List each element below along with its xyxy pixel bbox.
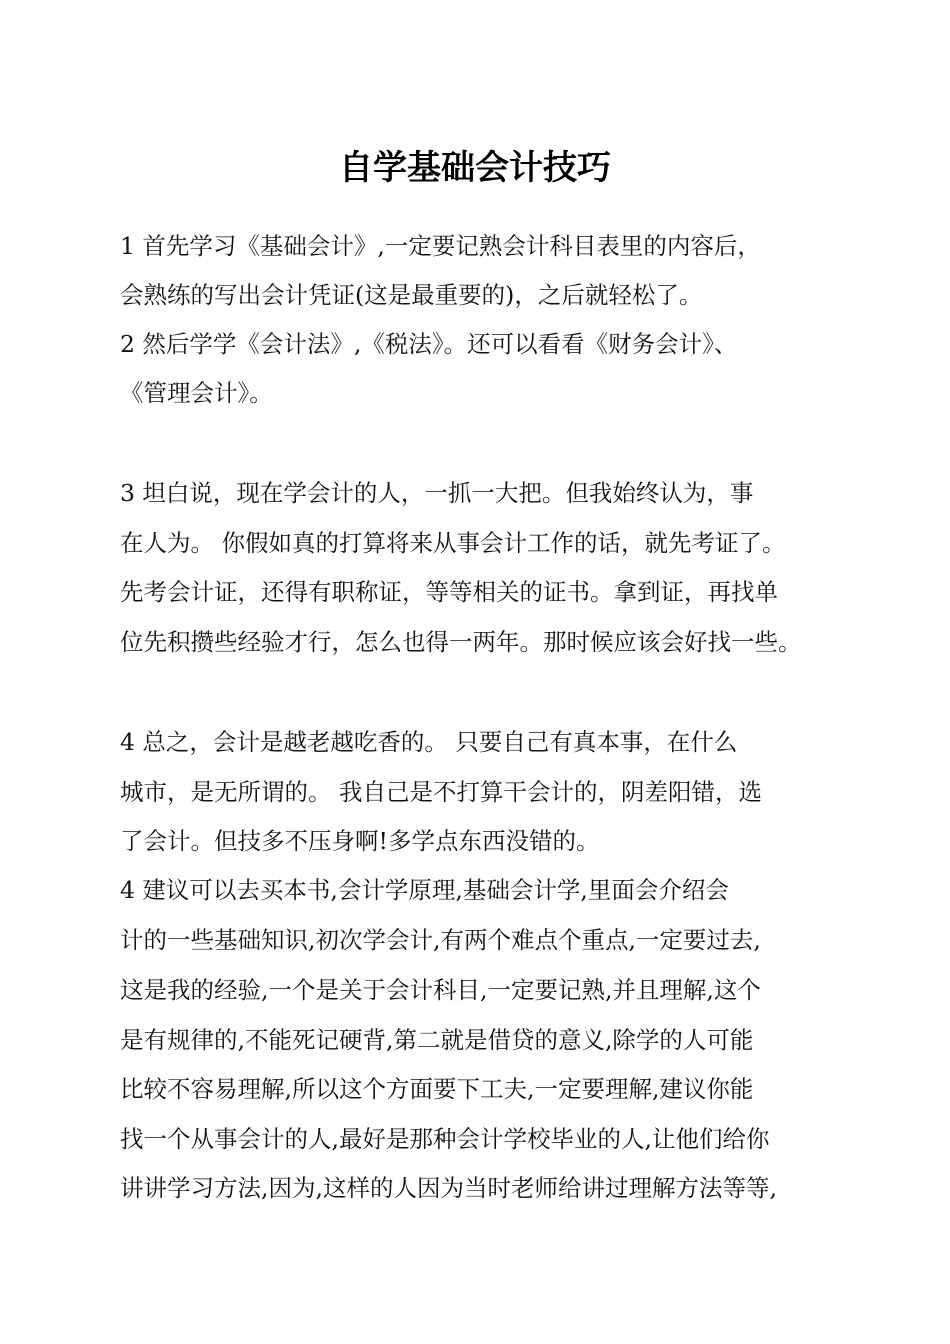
text-line: 城市，是无所谓的。 我自己是不打算干会计的，阴差阳错，选 [120,778,762,806]
text-line: 比较不容易理解,所以这个方面要下工夫,一定要理解,建议你能 [120,1075,754,1103]
document-title: 自学基础会计技巧 [339,148,611,188]
text-line: 这是我的经验,一个是关于会计科目,一定要记熟,并且理解,这个 [120,976,761,1004]
text-line: 找一个从事会计的人,最好是那种会计学校毕业的人,让他们给你 [120,1125,770,1153]
text-line: 计的一些基础知识,初次学会计,有两个难点个重点,一定要过去, [120,926,761,954]
text-line: 1 首先学习《基础会计》,一定要记熟会计科目表里的内容后， [120,232,761,260]
text-line: 2 然后学学《会计法》,《税法》。还可以看看《财务会计》、 [120,330,738,358]
text-line: 4 建议可以去买本书,会计学原理,基础会计学,里面会介绍会 [120,876,729,904]
text-line: 先考会计证，还得有职称证，等等相关的证书。拿到证，再找单 [120,578,778,606]
text-line: 会熟练的写出会计凭证(这是最重要的)，之后就轻松了。 [120,281,703,309]
text-line: 是有规律的,不能死记硬背,第二就是借贷的意义,除学的人可能 [120,1026,754,1054]
text-line: 4 总之，会计是越老越吃香的。 只要自己有真本事，在什么 [120,728,738,756]
text-line: 了会计。但技多不压身啊!多学点东西没错的。 [120,827,600,855]
text-line: 位先积攒些经验才行，怎么也得一两年。那时候应该会好找一些。 [120,628,802,656]
text-line: 3 坦白说，现在学会计的人，一抓一大把。但我始终认为，事 [120,479,754,507]
text-line: 在人为。 你假如真的打算将来从事会计工作的话，就先考证了。 [120,529,786,557]
text-line: 《管理会计》。 [120,379,273,407]
text-line: 讲讲学习方法,因为,这样的人因为当时老师给讲过理解方法等等, [120,1174,777,1202]
